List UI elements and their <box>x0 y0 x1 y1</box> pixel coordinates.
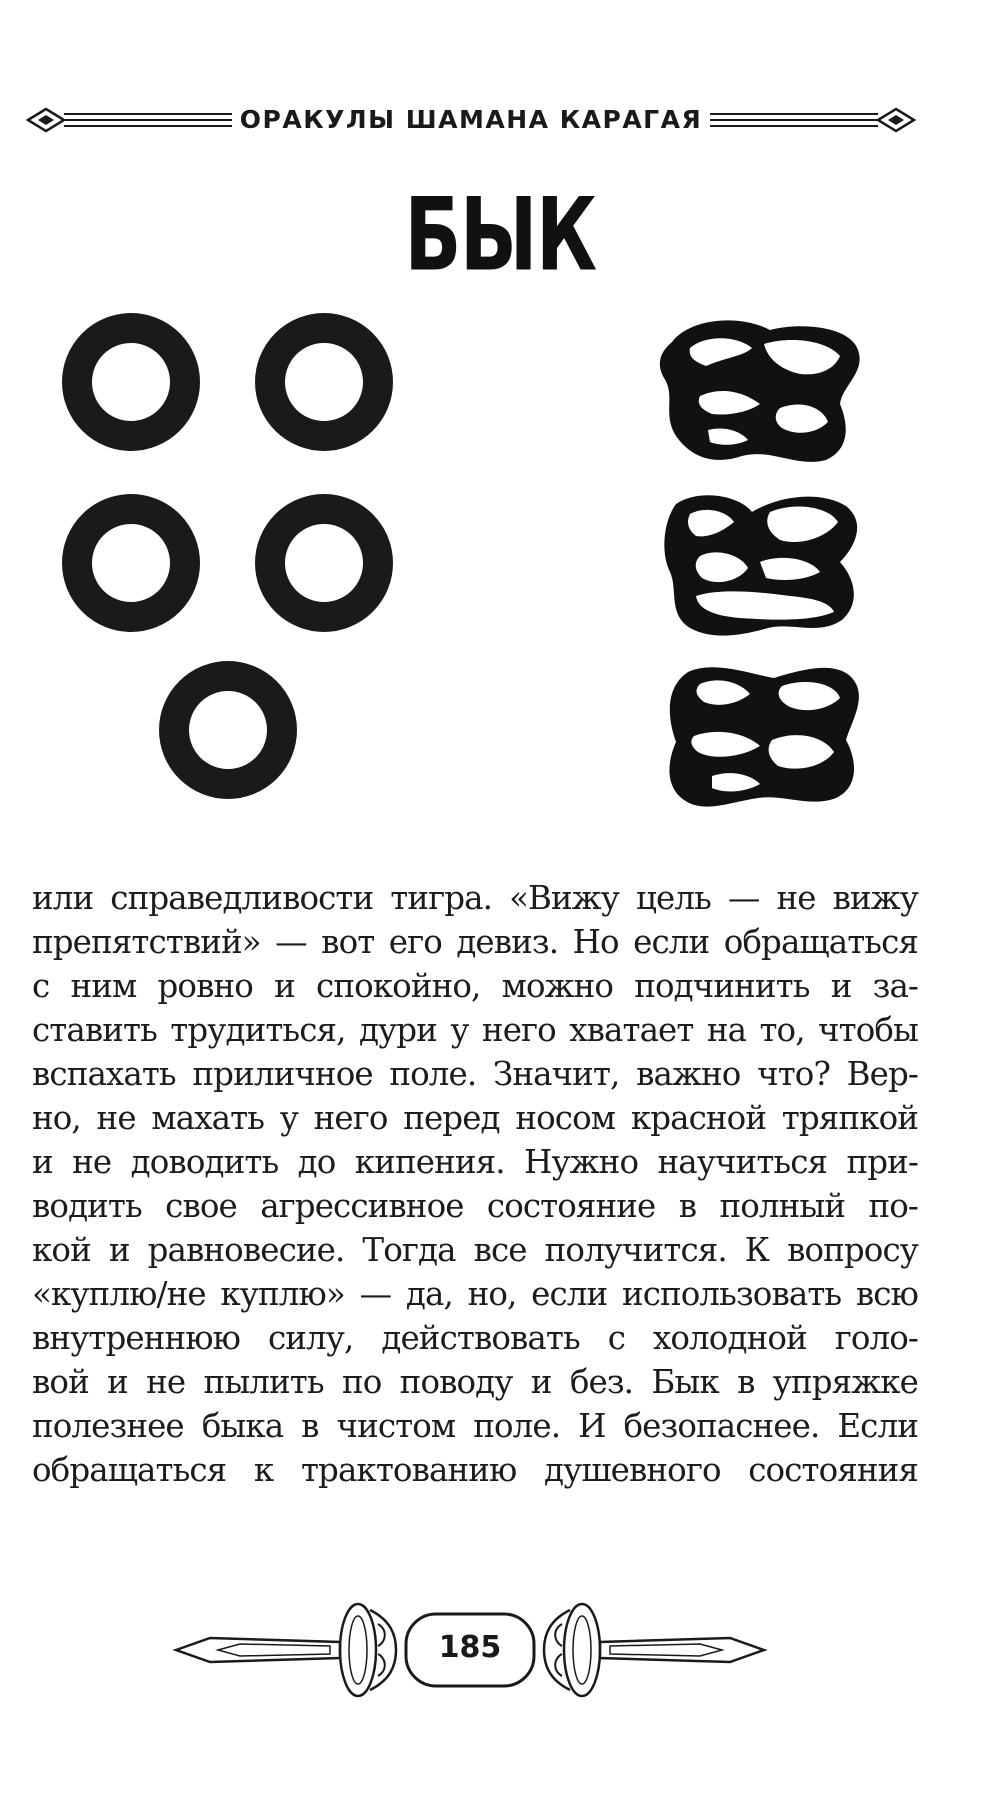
bone-stone-2 <box>664 495 857 635</box>
ring-4 <box>270 509 378 617</box>
body-line: препятствий» — вот его девиз. Но если обращаться <box>32 923 918 961</box>
body-line: водить свое агрессивное состояние в полный по- <box>32 1187 918 1225</box>
ring-3 <box>77 509 185 617</box>
stones-group <box>660 320 860 806</box>
rings-group <box>77 328 378 784</box>
body-line: вой и не пылить по поводу и без. Бык в упряжке <box>32 1363 918 1401</box>
page-number-ornament <box>170 1590 770 1710</box>
body-line: и не доводить до кипения. Нужно научиться при- <box>32 1143 918 1181</box>
page-number: 185 <box>438 1630 502 1665</box>
body-line: или справедливости тигра. «Вижу цель — не вижу <box>32 879 918 917</box>
body-line: полезнее быка в чистом поле. И безопаснее. Если <box>32 1407 918 1445</box>
body-line: вспахать приличное поле. Значит, важно что? Вер- <box>32 1055 918 1093</box>
chapter-title: БЫК <box>404 176 596 294</box>
ring-2 <box>270 328 378 436</box>
running-header <box>26 100 916 140</box>
bone-stone-3 <box>669 667 858 806</box>
ring-5 <box>174 676 282 784</box>
bone-stone-1 <box>660 320 860 462</box>
body-line: но, не махать у него перед носом красной тряпкой <box>32 1099 918 1137</box>
body-text <box>32 876 918 1492</box>
ring-1 <box>77 328 185 436</box>
running-header-title: ОРАКУЛЫ ШАМАНА КАРАГАЯ <box>232 105 710 134</box>
body-line: обращаться к трактованию душевного состояния <box>32 1451 918 1489</box>
oracle-figure <box>0 300 1000 830</box>
body-line: внутреннюю силу, действовать с холодной голо- <box>32 1319 918 1357</box>
body-line: ставить трудиться, дури у него хватает на то, чтобы <box>32 1011 918 1049</box>
body-line: «куплю/не куплю» — да, но, если использовать всю <box>32 1275 918 1313</box>
body-line: с ним ровно и спокойно, можно подчинить и за- <box>32 967 918 1005</box>
body-line: кой и равновесие. Тогда все получится. К вопросу <box>32 1231 918 1269</box>
